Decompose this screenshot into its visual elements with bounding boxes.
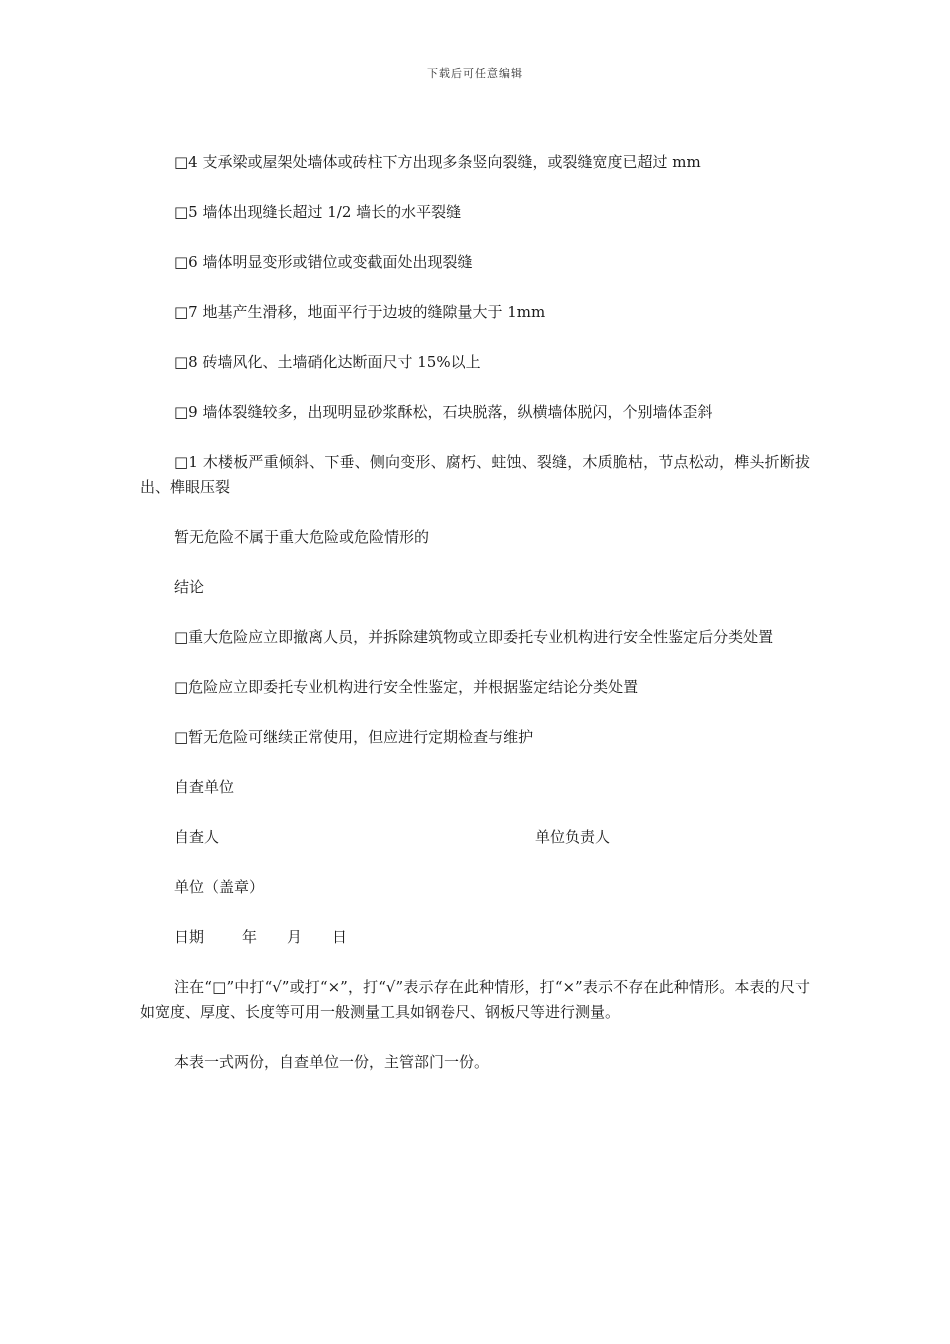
signature-row bbox=[140, 825, 810, 850]
date-label: 日期 bbox=[174, 928, 205, 946]
inspection-unit-label: 自查单位 bbox=[174, 778, 235, 796]
stamp-label: 单位（盖章） bbox=[174, 878, 265, 896]
checklist-item-6: □6 墙体明显变形或错位或变截面处出现裂缝 bbox=[174, 253, 473, 271]
year-label: 年 bbox=[242, 928, 258, 946]
responsible-person-label: 单位负责人 bbox=[535, 828, 611, 846]
conclusion-option-major-danger: □重大危险应立即撤离人员，并拆除建筑物或立即委托专业机构进行安全性鉴定后分类处置 bbox=[174, 628, 774, 646]
conclusion-title: 结论 bbox=[174, 578, 205, 596]
checklist-item-5: □5 墙体出现缝长超过 1/2 墙长的水平裂缝 bbox=[174, 203, 462, 221]
inspector-label: 自查人 bbox=[174, 828, 220, 846]
no-danger-note: 暂无危险不属于重大危险或危险情形的 bbox=[174, 528, 430, 546]
conclusion-option-danger: □危险应立即委托专业机构进行安全性鉴定，并根据鉴定结论分类处置 bbox=[174, 678, 639, 696]
document-body bbox=[140, 150, 810, 1100]
day-label: 日 bbox=[332, 928, 348, 946]
conclusion-option-no-danger: □暂无危险可继续正常使用，但应进行定期检查与维护 bbox=[174, 728, 534, 746]
checklist-item-7: □7 地基产生滑移，地面平行于边坡的缝隙量大于 1mm bbox=[174, 303, 546, 321]
note-paragraph: 注在“□”中打“√”或打“×”，打“√”表示存在此种情形，打“×”表示不存在此种情形。本表的尺寸如宽度、厚度、长度等可用一般测量工具如钢卷尺、钢板尺等进行测量。 bbox=[140, 978, 810, 1021]
checklist-item-10: □1 木楼板严重倾斜、下垂、侧向变形、腐朽、蛀蚀、裂缝，木质脆枯，节点松动，榫头折断拔出、榫眼压裂 bbox=[140, 453, 810, 496]
copies-note: 本表一式两份，自查单位一份，主管部门一份。 bbox=[174, 1053, 490, 1071]
checklist-item-4: □4 支承梁或屋架处墙体或砖柱下方出现多条竖向裂缝，或裂缝宽度已超过 mm bbox=[174, 153, 701, 171]
month-label: 月 bbox=[287, 928, 303, 946]
date-row bbox=[140, 925, 810, 950]
checklist-item-9: □9 墙体裂缝较多，出现明显砂浆酥松，石块脱落，纵横墙体脱闪，个别墙体歪斜 bbox=[174, 403, 713, 421]
checklist-item-8: □8 砖墙风化、土墙硝化达断面尺寸 15%以上 bbox=[174, 353, 481, 371]
page-header: 下载后可任意编辑 bbox=[427, 67, 523, 80]
